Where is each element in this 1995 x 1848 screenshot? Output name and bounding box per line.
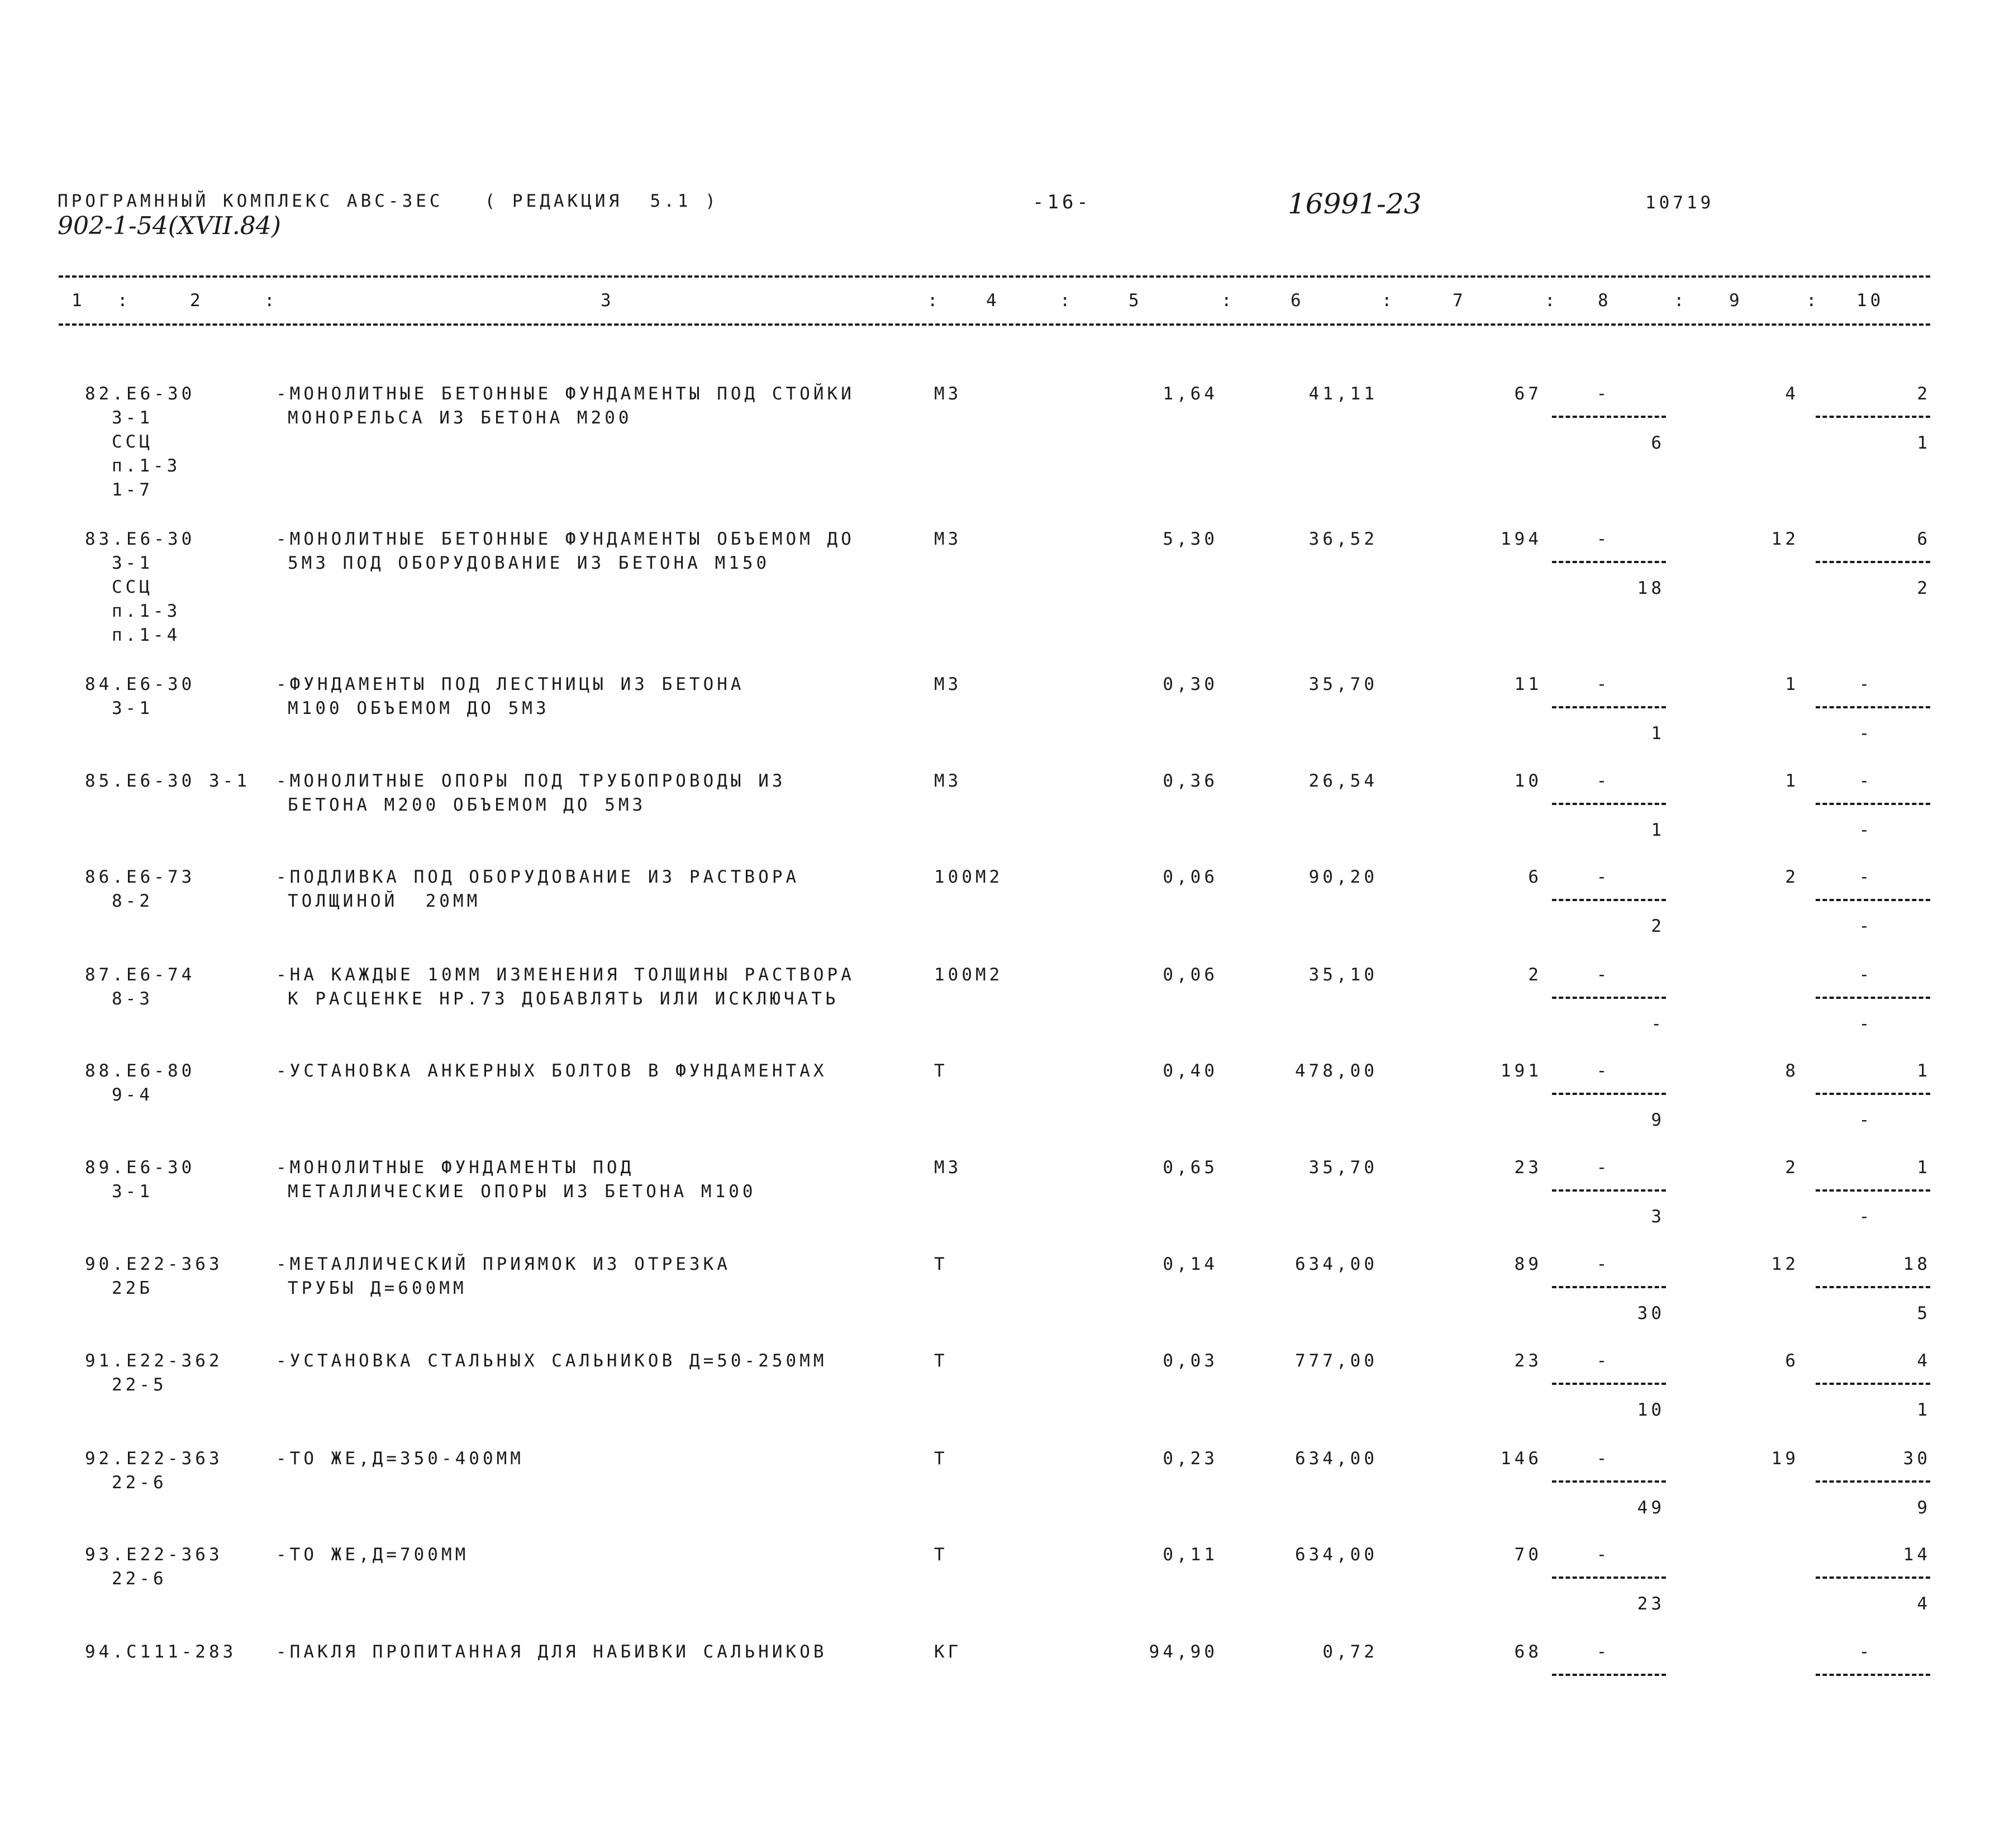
row-unit: Т <box>934 1254 948 1274</box>
col10-numerator: - <box>1859 1642 1873 1662</box>
col9-value: 6 <box>1785 1351 1799 1371</box>
row-description: -ФУНДАМЕНТЫ ПОД ЛЕСТНИЦЫ ИЗ БЕТОНА <box>276 674 745 694</box>
column-header-4: 4 <box>986 290 1000 311</box>
col10-denominator: 5 <box>1917 1303 1931 1323</box>
row-total: 10 <box>1514 771 1542 791</box>
col8-numerator: - <box>1596 529 1611 549</box>
row-description: М100 ОБЪЕМОМ ДО 5М3 <box>288 698 550 718</box>
row-quantity: 0,06 <box>1163 867 1218 887</box>
document-number: 16991-23 <box>1288 188 1422 220</box>
row-quantity: 0,36 <box>1163 771 1218 791</box>
col10-denominator: - <box>1859 1014 1873 1034</box>
col8-numerator: - <box>1596 965 1611 985</box>
col8-fraction-line <box>1552 1576 1666 1579</box>
row-quantity: 5,30 <box>1163 529 1218 549</box>
row-code: 82.Е6-30 <box>85 384 196 404</box>
column-separator: : <box>1060 290 1074 311</box>
col8-fraction-line <box>1552 899 1666 901</box>
col8-fraction-line <box>1552 1674 1666 1676</box>
serial-number: 10719 <box>1645 193 1715 213</box>
row-code: 3-1 <box>112 408 153 428</box>
row-code: 93.Е22-363 <box>85 1545 223 1565</box>
col8-fraction-line <box>1552 1093 1666 1095</box>
row-description: ТРУБЫ Д=600ММ <box>288 1278 467 1298</box>
row-code: п.1-3 <box>112 456 181 476</box>
row-unit-price: 0,72 <box>1322 1642 1378 1662</box>
row-unit: М3 <box>934 674 962 694</box>
column-header-6: 6 <box>1291 290 1304 311</box>
row-description: ТОЛЩИНОЙ 20ММ <box>288 891 481 911</box>
row-code: 8-3 <box>112 989 153 1009</box>
col9-value: 1 <box>1785 771 1799 791</box>
col8-numerator: - <box>1596 1642 1611 1662</box>
row-description: -МЕТАЛЛИЧЕСКИЙ ПРИЯМОК ИЗ ОТРЕЗКА <box>276 1254 731 1274</box>
row-description: -УСТАНОВКА АНКЕРНЫХ БОЛТОВ В ФУНДАМЕНТАХ <box>276 1061 827 1081</box>
col8-denominator: 18 <box>1637 578 1665 598</box>
col10-numerator: 6 <box>1917 529 1931 549</box>
row-description: -ПАКЛЯ ПРОПИТАННАЯ ДЛЯ НАБИВКИ САЛЬНИКОВ <box>276 1642 827 1662</box>
col10-denominator: 4 <box>1917 1594 1931 1614</box>
col10-denominator: - <box>1859 916 1873 936</box>
row-unit-price: 35,70 <box>1308 1158 1378 1178</box>
col10-denominator: 2 <box>1917 578 1931 598</box>
col8-numerator: - <box>1596 1254 1611 1274</box>
col8-fraction-line <box>1552 1383 1666 1385</box>
row-description: -МОНОЛИТНЫЕ БЕТОННЫЕ ФУНДАМЕНТЫ ОБЪЕМОМ ДО <box>276 529 855 549</box>
row-code: 90.Е22-363 <box>85 1254 223 1274</box>
row-code: 22-6 <box>112 1569 167 1589</box>
col9-value: 4 <box>1785 384 1799 404</box>
row-unit: Т <box>934 1545 948 1565</box>
row-unit: Т <box>934 1449 948 1469</box>
col9-value: 19 <box>1771 1449 1799 1469</box>
col8-denominator: 30 <box>1637 1303 1665 1323</box>
row-unit-price: 35,70 <box>1308 674 1378 694</box>
row-code: 8-2 <box>112 891 153 911</box>
page-number: -16- <box>1032 191 1092 213</box>
col10-fraction-line <box>1816 899 1930 901</box>
column-header-8: 8 <box>1598 290 1612 311</box>
row-quantity: 0,14 <box>1163 1254 1218 1274</box>
row-total: 6 <box>1528 867 1542 887</box>
col10-fraction-line <box>1816 1093 1930 1095</box>
col8-fraction-line <box>1552 706 1666 708</box>
col9-value: 12 <box>1771 529 1799 549</box>
col10-denominator: 9 <box>1917 1498 1931 1518</box>
row-code: ССЦ <box>112 577 153 597</box>
col8-denominator: 1 <box>1651 723 1665 744</box>
row-code: 22-6 <box>112 1473 167 1493</box>
row-unit: 100М2 <box>934 965 1003 985</box>
col8-numerator: - <box>1596 1351 1611 1371</box>
row-total: 11 <box>1514 674 1542 694</box>
col9-value: 12 <box>1771 1254 1799 1274</box>
row-code: 85.Е6-30 3-1 <box>85 771 250 791</box>
row-total: 67 <box>1514 384 1542 404</box>
row-code: 84.Е6-30 <box>85 674 196 694</box>
col8-denominator: 10 <box>1637 1400 1665 1420</box>
row-unit-price: 41,11 <box>1308 384 1378 404</box>
row-description: МОНОРЕЛЬСА ИЗ БЕТОНА М200 <box>288 408 632 428</box>
row-description: МЕТАЛЛИЧЕСКИЕ ОПОРЫ ИЗ БЕТОНА М100 <box>288 1182 756 1202</box>
row-total: 70 <box>1514 1545 1542 1565</box>
col8-denominator: - <box>1651 1014 1665 1034</box>
col8-numerator: - <box>1596 1545 1611 1565</box>
column-separator: : <box>1674 290 1688 311</box>
row-quantity: 1,64 <box>1163 384 1218 404</box>
row-description: -МОНОЛИТНЫЕ ОПОРЫ ПОД ТРУБОПРОВОДЫ ИЗ <box>276 771 786 791</box>
row-code: 92.Е22-363 <box>85 1449 223 1469</box>
row-quantity: 0,23 <box>1163 1449 1218 1469</box>
col10-denominator: - <box>1859 820 1873 840</box>
col10-numerator: 1 <box>1917 1061 1931 1081</box>
row-unit: КГ <box>934 1642 962 1662</box>
row-unit-price: 634,00 <box>1295 1254 1378 1274</box>
col9-value: 2 <box>1785 867 1799 887</box>
column-header-7: 7 <box>1453 290 1467 311</box>
col8-fraction-line <box>1552 803 1666 805</box>
row-total: 23 <box>1514 1351 1542 1371</box>
col8-fraction-line <box>1552 1189 1666 1192</box>
col8-denominator: 49 <box>1637 1498 1665 1518</box>
row-total: 89 <box>1514 1254 1542 1274</box>
col8-numerator: - <box>1596 771 1611 791</box>
row-description: -ТО ЖЕ,Д=350-400ММ <box>276 1449 524 1469</box>
column-separator: : <box>1382 290 1396 311</box>
col10-numerator: 30 <box>1903 1449 1931 1469</box>
row-quantity: 0,06 <box>1163 965 1218 985</box>
col10-fraction-line <box>1816 1674 1930 1676</box>
col8-numerator: - <box>1596 1061 1611 1081</box>
row-code: ССЦ <box>112 432 153 452</box>
row-unit: 100М2 <box>934 867 1003 887</box>
row-description: К РАСЦЕНКЕ НР.73 ДОБАВЛЯТЬ ИЛИ ИСКЛЮЧАТЬ <box>288 989 839 1009</box>
col10-denominator: 1 <box>1917 433 1931 453</box>
row-description: 5М3 ПОД ОБОРУДОВАНИЕ ИЗ БЕТОНА М150 <box>288 553 770 573</box>
column-header-10: 10 <box>1856 290 1884 311</box>
row-code: 3-1 <box>112 1182 153 1202</box>
col10-numerator: 18 <box>1903 1254 1931 1274</box>
row-code: 94.С111-283 <box>85 1642 237 1662</box>
col9-value: 8 <box>1785 1061 1799 1081</box>
row-code: п.1-4 <box>112 625 181 645</box>
row-quantity: 0,11 <box>1163 1545 1218 1565</box>
row-quantity: 0,65 <box>1163 1158 1218 1178</box>
row-quantity: 0,30 <box>1163 674 1218 694</box>
row-total: 68 <box>1514 1642 1542 1662</box>
row-code: 88.Е6-80 <box>85 1061 196 1081</box>
row-description: -ПОДЛИВКА ПОД ОБОРУДОВАНИЕ ИЗ РАСТВОРА <box>276 867 800 887</box>
row-unit-price: 90,20 <box>1308 867 1378 887</box>
row-total: 194 <box>1501 529 1542 549</box>
row-code: 91.Е22-362 <box>85 1351 223 1371</box>
row-unit: М3 <box>934 1158 962 1178</box>
row-unit-price: 36,52 <box>1308 529 1378 549</box>
col10-fraction-line <box>1816 1383 1930 1385</box>
row-quantity: 0,03 <box>1163 1351 1218 1371</box>
col10-fraction-line <box>1816 803 1930 805</box>
col10-numerator: - <box>1859 867 1873 887</box>
header-top-rule <box>59 275 1930 278</box>
row-code: 86.Е6-73 <box>85 867 196 887</box>
col8-denominator: 6 <box>1651 433 1665 453</box>
col10-numerator: 2 <box>1917 384 1931 404</box>
row-total: 23 <box>1514 1158 1542 1178</box>
col8-denominator: 2 <box>1651 916 1665 936</box>
col10-fraction-line <box>1816 706 1930 708</box>
column-header-9: 9 <box>1729 290 1743 311</box>
row-description: -МОНОЛИТНЫЕ ФУНДАМЕНТЫ ПОД <box>276 1158 635 1178</box>
col8-numerator: - <box>1596 1158 1611 1178</box>
row-description: -НА КАЖДЫЕ 10ММ ИЗМЕНЕНИЯ ТОЛЩИНЫ РАСТВОРА <box>276 965 855 985</box>
row-description: БЕТОНА М200 ОБЪЕМОМ ДО 5М3 <box>288 795 646 815</box>
column-header-1: 1 <box>72 290 85 311</box>
col8-numerator: - <box>1596 1449 1611 1469</box>
col8-numerator: - <box>1596 867 1611 887</box>
col10-numerator: - <box>1859 674 1873 694</box>
col10-numerator: - <box>1859 771 1873 791</box>
row-code: п.1-3 <box>112 601 181 621</box>
col8-fraction-line <box>1552 561 1666 563</box>
row-description: -МОНОЛИТНЫЕ БЕТОННЫЕ ФУНДАМЕНТЫ ПОД СТОЙКИ <box>276 384 855 404</box>
col8-fraction-line <box>1552 997 1666 999</box>
program-title: ПРОГРАМННЫЙ КОМПЛЕКС АВС-ЗЕС ( РЕДАКЦИЯ 5.1 ) <box>58 191 719 211</box>
col10-fraction-line <box>1816 1480 1930 1483</box>
col10-denominator: - <box>1859 723 1873 744</box>
col10-numerator: 14 <box>1903 1545 1931 1565</box>
row-code: 89.Е6-30 <box>85 1158 196 1178</box>
row-total: 146 <box>1501 1449 1542 1469</box>
row-unit: Т <box>934 1061 948 1081</box>
column-separator: : <box>927 290 941 311</box>
row-code: 22-5 <box>112 1375 167 1395</box>
col10-fraction-line <box>1816 416 1930 418</box>
row-code: 9-4 <box>112 1085 153 1105</box>
col10-fraction-line <box>1816 1576 1930 1579</box>
col9-value: 2 <box>1785 1158 1799 1178</box>
row-unit-price: 634,00 <box>1295 1545 1378 1565</box>
row-unit: М3 <box>934 771 962 791</box>
column-separator: : <box>1806 290 1820 311</box>
row-total: 2 <box>1528 965 1542 985</box>
col10-denominator: - <box>1859 1207 1873 1227</box>
col10-numerator: - <box>1859 965 1873 985</box>
row-description: -УСТАНОВКА СТАЛЬНЫХ САЛЬНИКОВ Д=50-250ММ <box>276 1351 827 1371</box>
column-separator: : <box>1221 290 1235 311</box>
row-total: 191 <box>1501 1061 1542 1081</box>
col8-fraction-line <box>1552 1286 1666 1288</box>
row-quantity: 0,40 <box>1163 1061 1218 1081</box>
col8-numerator: - <box>1596 384 1611 404</box>
row-code: 3-1 <box>112 553 153 573</box>
row-unit: М3 <box>934 529 962 549</box>
column-separator: : <box>117 290 131 311</box>
col8-fraction-line <box>1552 416 1666 418</box>
col10-numerator: 1 <box>1917 1158 1931 1178</box>
row-unit-price: 26,54 <box>1308 771 1378 791</box>
row-unit-price: 478,00 <box>1295 1061 1378 1081</box>
column-separator: : <box>1545 290 1559 311</box>
col9-value: 1 <box>1785 674 1799 694</box>
row-unit: М3 <box>934 384 962 404</box>
row-code: 87.Е6-74 <box>85 965 196 985</box>
row-code: 83.Е6-30 <box>85 529 196 549</box>
col10-fraction-line <box>1816 1189 1930 1192</box>
col10-fraction-line <box>1816 1286 1930 1288</box>
header-bottom-rule <box>59 323 1930 326</box>
row-unit-price: 777,00 <box>1295 1351 1378 1371</box>
col10-numerator: 4 <box>1917 1351 1931 1371</box>
row-quantity: 94,90 <box>1149 1642 1218 1662</box>
column-header-5: 5 <box>1129 290 1142 311</box>
col8-denominator: 3 <box>1651 1207 1665 1227</box>
col10-denominator: 1 <box>1917 1400 1931 1420</box>
project-code: 902-1-54(XVII.84) <box>58 212 281 240</box>
column-header-2: 2 <box>190 290 204 311</box>
col8-fraction-line <box>1552 1480 1666 1483</box>
row-code: 22Б <box>112 1278 153 1298</box>
row-description: -ТО ЖЕ,Д=700ММ <box>276 1545 469 1565</box>
col8-denominator: 23 <box>1637 1594 1665 1614</box>
row-code: 3-1 <box>112 698 153 718</box>
row-unit-price: 634,00 <box>1295 1449 1378 1469</box>
column-header-3: 3 <box>601 290 615 311</box>
row-code: 1-7 <box>112 480 153 500</box>
col8-denominator: 1 <box>1651 820 1665 840</box>
column-separator: : <box>264 290 278 311</box>
col10-fraction-line <box>1816 997 1930 999</box>
col10-fraction-line <box>1816 561 1930 563</box>
col10-denominator: - <box>1859 1110 1873 1130</box>
col8-denominator: 9 <box>1651 1110 1665 1130</box>
col8-numerator: - <box>1596 674 1611 694</box>
row-unit-price: 35,10 <box>1308 965 1378 985</box>
row-unit: Т <box>934 1351 948 1371</box>
